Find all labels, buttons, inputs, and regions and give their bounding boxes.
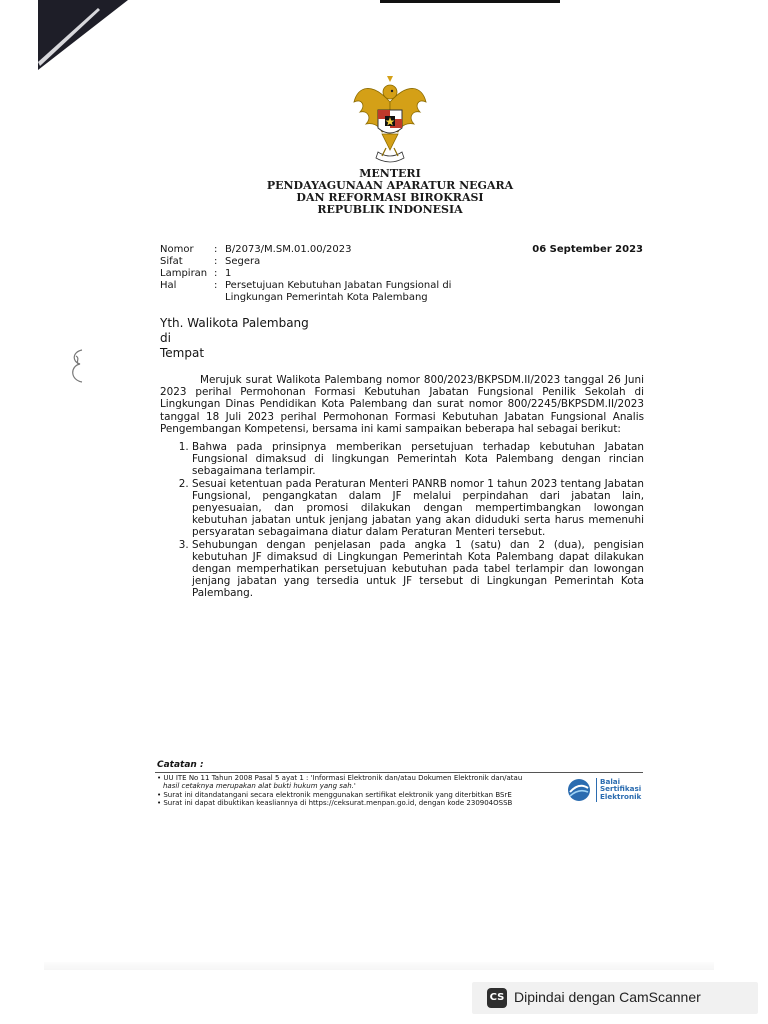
meta-key: Sifat	[160, 256, 183, 267]
letterhead-title	[190, 168, 590, 216]
bsre-separator	[596, 778, 597, 802]
meta-key: Lampiran	[160, 268, 208, 279]
footer-note: hasil cetaknya merupakan alat bukti hukum yang sah.'	[163, 782, 356, 791]
list-item: 3. Sehubungan dengan penjelasan pada angka 1 (satu) dan 2 (dua), pengisian kebutuhan JF dimaksud di Lingkungan Pemerintah Kota Palembang dapat dilakukan dengan memperhatikan persetujuan kebutuhan pada tabel terlampir dan lowongan jenjang jabatan yang tersedia untuk JF tersebut di Lingkungan Pemerintah Kota Palembang.	[192, 539, 644, 600]
meta-row-sifat	[160, 256, 475, 268]
title-line-1: MENTERI	[359, 167, 421, 180]
meta-value: 1	[225, 268, 232, 279]
letter-meta	[160, 244, 475, 304]
meta-row-lampiran	[160, 268, 475, 280]
bsre-line: Sertifikasi	[600, 784, 642, 794]
intro-paragraph: Merujuk surat Walikota Palembang nomor 800/2023/BKPSDM.II/2023 tanggal 26 Juni 2023 perihal Permohonan Formasi Kebutuhan Jabatan Fungsional Penilik Sekolah di Lingkungan Dinas Pendidikan Kota Palembang dan surat nomor 800/2245/BKPSDM.II/2023 tanggal 18 Juli 2023 perihal Permohonan Formasi Kebutuhan Jabatan Fungsional Analis Pengembangan Kompetensi, bersama ini kami sampaikan beberapa hal sebagai berikut:	[160, 374, 644, 435]
bsre-line: Balai	[600, 777, 621, 786]
margin-scribble	[64, 346, 94, 386]
meta-key: Nomor	[160, 244, 194, 255]
meta-colon: :	[214, 268, 218, 279]
title-line-2: PENDAYAGUNAAN APARATUR NEGARA	[266, 179, 514, 192]
footer-note: • Surat ini dapat dibuktikan keasliannya di https://ceksurat.menpan.go.id, dengan kode 230904OSSB	[157, 799, 513, 808]
meta-row-nomor	[160, 244, 475, 256]
footer-note: • UU ITE No 11 Tahun 2008 Pasal 5 ayat 1 : 'Informasi Elektronik dan/atau Dokumen Elektronik dan/atau	[157, 774, 523, 782]
bsre-logo-icon	[562, 778, 596, 802]
camscanner-icon: CS	[487, 988, 507, 1008]
title-line-4: REPUBLIK INDONESIA	[317, 203, 463, 216]
letter-body	[160, 374, 644, 600]
footer-divider	[155, 772, 643, 773]
scan-bottom-shade	[44, 962, 714, 970]
recipient-name: Yth. Walikota Palembang	[160, 316, 309, 330]
garuda-emblem	[352, 72, 428, 168]
footer-note: • Surat ini ditandatangani secara elektronik menggunakan sertifikat elektronik yang diterbitkan BSrE	[157, 790, 512, 799]
bsre-label	[600, 778, 641, 800]
footer-title: Catatan :	[157, 760, 204, 770]
camscanner-label: Dipindai dengan CamScanner	[514, 989, 701, 1005]
recipient-place: Tempat	[160, 346, 205, 360]
meta-value: Persetujuan Kebutuhan Jabatan Fungsional di Lingkungan Pemerintah Kota Palembang	[225, 280, 452, 303]
scan-corner-shadow	[38, 0, 128, 70]
meta-row-hal	[160, 280, 475, 304]
recipient-block	[160, 316, 309, 361]
footer-notes	[157, 774, 577, 808]
title-line-3: DAN REFORMASI BIROKRASI	[296, 191, 484, 204]
meta-key: Hal	[160, 280, 177, 291]
meta-colon: :	[214, 280, 218, 291]
recipient-di: di	[160, 331, 171, 345]
list-item: 1. Bahwa pada prinsipnya memberikan persetujuan terhadap kebutuhan Jabatan Fungsional dimaksud di lingkungan Pemerintah Kota Palembang dengan rincian sebagaimana terlampir.	[192, 441, 644, 478]
meta-colon: :	[214, 244, 218, 255]
meta-value: Segera	[225, 256, 261, 267]
points-list	[160, 441, 644, 600]
list-item: 2. Sesuai ketentuan pada Peraturan Menteri PANRB nomor 1 tahun 2023 tentang Jabatan Fungsional, pengangkatan dalam JF melalui perpindahan dari jabatan lain, penyesuaian, dan promosi dilakukan dengan mempertimbangkan lowongan kebutuhan jabatan untuk jenjang jabatan yang akan diduduki serta harus memenuhi persyaratan sebagaimana diatur dalam Peraturan Menteri tersebut.	[192, 478, 644, 539]
scan-top-edge	[380, 0, 560, 3]
meta-colon: :	[214, 256, 218, 267]
letter-date: 06 September 2023	[532, 244, 643, 255]
bsre-line: Elektronik	[600, 791, 642, 801]
meta-value: B/2073/M.SM.01.00/2023	[225, 244, 352, 255]
